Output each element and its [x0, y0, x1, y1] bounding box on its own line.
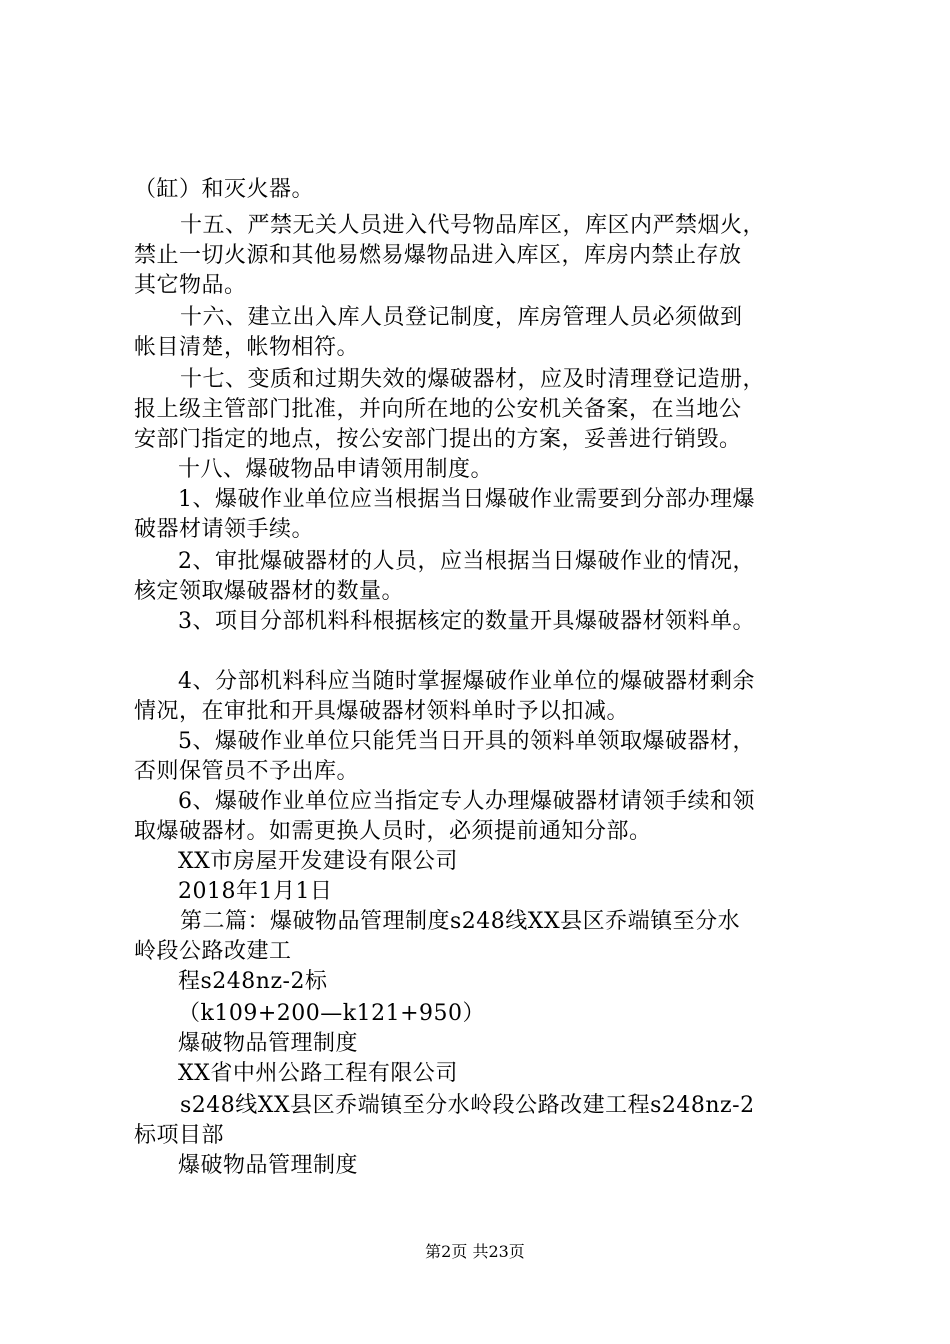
text-line: 3、项目分部机料科根据核定的数量开具爆破器材领料单。 [178, 609, 755, 634]
text-line: 禁止一切火源和其他易燃易爆物品进入库区，库房内禁止存放 [134, 243, 742, 268]
text-line: 十六、建立出入库人员登记制度，库房管理人员必须做到 [180, 305, 743, 330]
text-line: 岭段公路改建工 [134, 939, 292, 964]
text-line: 情况，在审批和开具爆破器材领料单时予以扣减。 [134, 699, 630, 724]
text-line: 破器材请领手续。 [134, 517, 315, 542]
text-line: 十五、严禁无关人员进入代号物品库区，库区内严禁烟火， [180, 213, 766, 238]
text-line: 爆破物品管理制度 [178, 1153, 359, 1178]
text-line: s248线XX县区乔端镇至分水岭段公路改建工程s248nz-2 [180, 1093, 755, 1118]
text-line: 程s248nz-2标 [178, 969, 328, 994]
text-line: 6、爆破作业单位应当指定专人办理爆破器材请领手续和领 [178, 789, 755, 814]
text-line: 5、爆破作业单位只能凭当日开具的领料单领取爆破器材， [178, 729, 755, 754]
text-line: 安部门指定的地点，按公安部门提出的方案，妥善进行销毁。 [134, 427, 742, 452]
text-line: 其它物品。 [134, 273, 247, 298]
text-line: 否则保管员不予出库。 [134, 759, 360, 784]
text-line: XX市房屋开发建设有限公司 [178, 849, 458, 874]
text-line: 帐目清楚，帐物相符。 [134, 335, 360, 360]
text-line: 2018年1月1日 [178, 879, 333, 904]
text-line: 爆破物品管理制度 [178, 1031, 359, 1056]
text-line: （k109+200—k121+950） [178, 1001, 485, 1026]
text-line: 2、审批爆破器材的人员，应当根据当日爆破作业的情况， [178, 549, 755, 574]
page-footer: 第2页 共23页 [425, 1242, 525, 1261]
text-line: 十八、爆破物品申请领用制度。 [178, 457, 494, 482]
text-line: 1、爆破作业单位应当根据当日爆破作业需要到分部办理爆 [178, 487, 755, 512]
text-line: XX省中州公路工程有限公司 [178, 1061, 458, 1086]
text-line: 核定领取爆破器材的数量。 [134, 579, 405, 604]
text-line: 第二篇：爆破物品管理制度s248线XX县区乔端镇至分水 [180, 909, 741, 934]
text-line: 报上级主管部门批准，并向所在地的公安机关备案，在当地公 [134, 397, 742, 422]
text-line: 取爆破器材。如需更换人员时，必须提前通知分部。 [134, 819, 652, 844]
text-line: 十七、变质和过期失效的爆破器材，应及时清理登记造册， [180, 367, 766, 392]
text-line: （缸）和灭火器。 [134, 177, 315, 202]
text-line: 标项目部 [134, 1123, 225, 1148]
text-line: 4、分部机料科应当随时掌握爆破作业单位的爆破器材剩余 [178, 669, 755, 694]
